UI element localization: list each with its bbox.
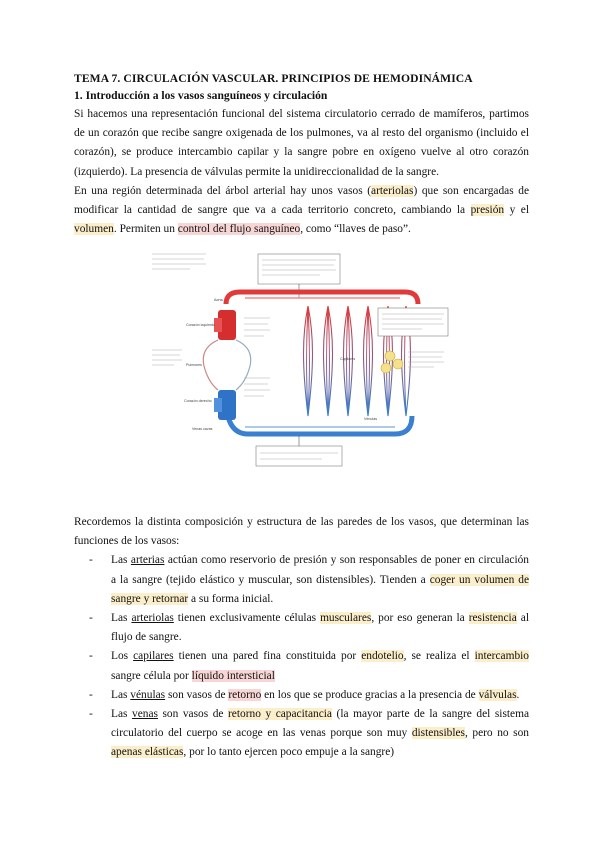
page-title: TEMA 7. CIRCULACIÓN VASCULAR. PRINCIPIOS DE HEMODINÁMICA: [74, 72, 473, 85]
highlight-musculares: musculares: [320, 612, 372, 625]
label-right-heart: Corazón derecho: [184, 399, 212, 403]
intro-paragraph-2: En una región determinada del árbol arterial hay unos vasos (arteriolas) que son encargadas de modificar la cantidad de sangre que va a cada territorio concreto, cambiando la presión y el volumen. Permiten un control del flujo sanguíneo, como “llaves de paso”.: [74, 184, 529, 236]
label-venae-cavae: Venas cavas: [192, 427, 213, 431]
highlight-apenas-elasticas: apenas elásticas: [111, 746, 184, 759]
highlight-control-flujo: control del flujo sanguíneo: [177, 223, 301, 236]
vessel-list: [74, 551, 529, 762]
term-arteriolas: arteriolas: [131, 612, 174, 625]
list-item-venas: - Las venas son vasos de retorno y capacitancia (la mayor parte de la sangre del sistema circulatorio del cuerpo se acoge en las venas porque son muy distensibles, pero no son apenas elásticas, por lo tanto ejercen poco empuje a la sangre): [89, 708, 530, 759]
highlight-volumen: volumen: [74, 223, 114, 236]
section-heading: 1. Introducción a los vasos sanguíneos y circulación: [74, 89, 328, 102]
highlight-liquido-intersticial: líquido intersticial: [191, 669, 275, 682]
note-left: [152, 350, 182, 365]
term-capilares: capilares: [133, 650, 174, 663]
list-lead: Recordemos la distinta composición y estructura de las paredes de los vasos, que determinan las funciones de los vasos:: [74, 516, 529, 548]
vena-cava-path: [226, 398, 412, 434]
highlight-valvulas: válvulas: [478, 688, 517, 701]
label-lungs: Pulmones: [186, 363, 202, 367]
intro-paragraph-1: Si hacemos una representación funcional del sistema circulatorio cerrado de mamíferos, partimos de un corazón que recibe sangre oxigenada de los pulmones, va al resto del organismo (incluido el corazón), se produce intercambio capilar y la sangre pobre en oxígeno vuelve al otro corazón (izquierdo). La presencia de válvulas permite la unidireccionalidad de la sangre.: [74, 108, 529, 178]
term-venas: venas: [132, 708, 158, 721]
highlight-distensibles: distensibles: [411, 727, 465, 740]
pulmonary-circuit: [203, 340, 218, 390]
highlight-arteriolas: arteriolas: [371, 184, 414, 197]
vessel-functions-section: [74, 513, 529, 763]
inner-labels: [244, 318, 270, 396]
highlight-retorno: retorno: [228, 688, 262, 701]
term-venulas: vénulas: [130, 688, 166, 701]
document-body: [74, 70, 529, 239]
highlight-retorno-capacitancia: retorno y capacitancia: [228, 708, 332, 721]
list-item-capilares: - Los capilares tienen una pared fina constituida por endotelio, se realiza el intercambio sangre célula por líquido intersticial: [89, 650, 529, 682]
list-item-venulas: - Las vénulas son vasos de retorno en los que se produce gracias a la presencia de válvulas.: [89, 688, 520, 701]
note-top-left: [150, 250, 208, 276]
highlight-presion: presión: [470, 204, 505, 217]
term-arterias: arterias: [130, 554, 165, 567]
label-capillaries: Capilares: [340, 357, 356, 361]
highlight-coger-volumen: coger un volumen de sangre y retornar: [111, 573, 530, 605]
note-right: [378, 308, 448, 336]
highlight-endotelio: endotelio: [361, 650, 404, 663]
note-bottom: [256, 436, 342, 466]
highlight-resistencia: resistencia: [468, 612, 517, 625]
label-aorta: Aorta: [214, 298, 223, 302]
list-item-arterias: - Las arterias actúan como reservorio de presión y son responsables de poner en circulación a la sangre (tejido elástico y muscular, son distensibles). Tienden a coger un volumen de sangre y retornar a su forma inicial.: [89, 554, 530, 605]
list-item-arteriolas: - Las arteriolas tienen exclusivamente células musculares, por eso generan la resistencia al flujo de sangre.: [89, 612, 529, 644]
note-right-lower: [408, 352, 444, 367]
label-left-heart: Corazón izquierdo: [186, 323, 216, 327]
label-venules: Vénulas: [364, 417, 377, 421]
highlight-intercambio: intercambio: [474, 650, 529, 663]
circulation-diagram: [150, 248, 450, 470]
